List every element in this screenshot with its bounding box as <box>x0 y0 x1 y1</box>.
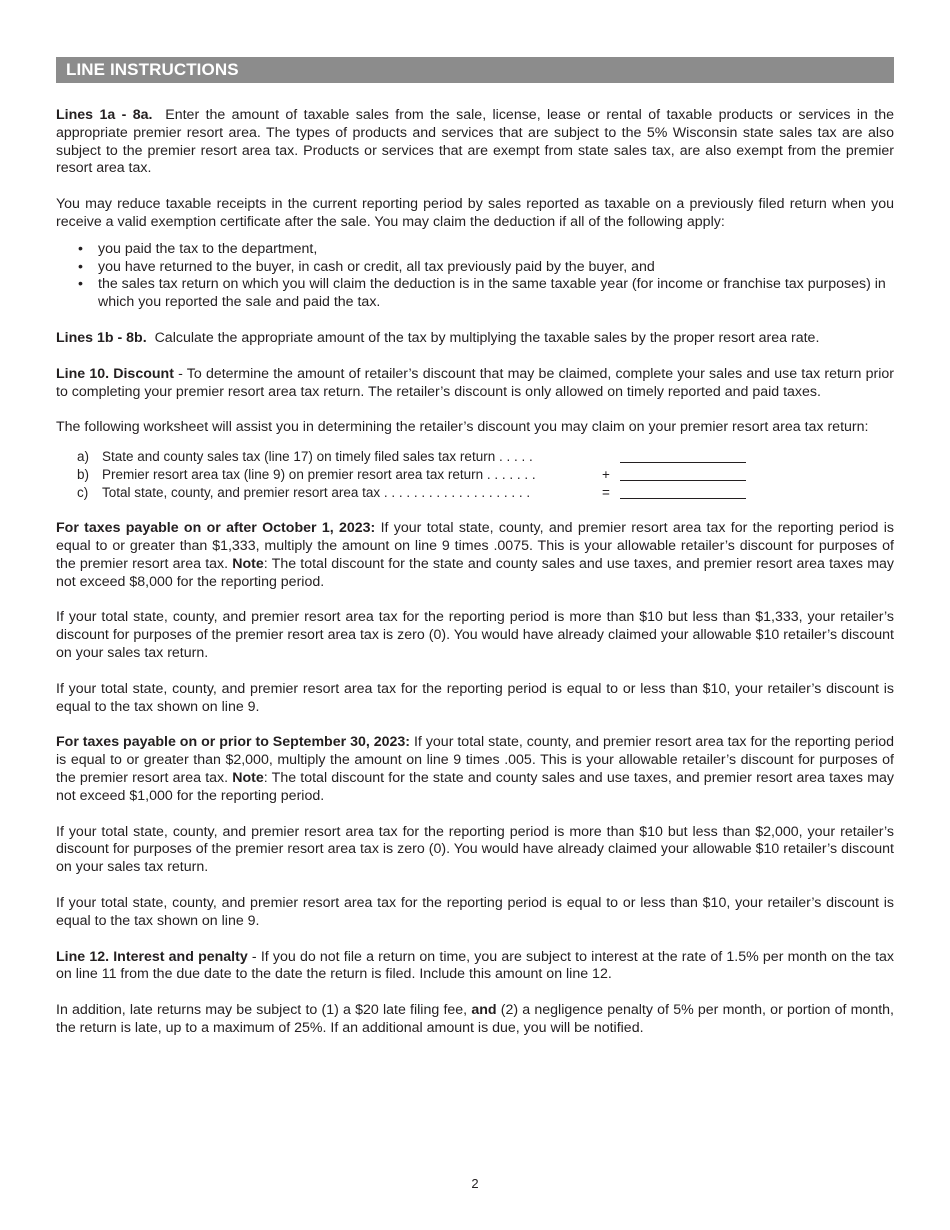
and-emphasis: and <box>471 1002 497 1019</box>
lines-1a-8a-text: Enter the amount of taxable sales from the sale, license, lease or rental of taxable products or services in the appropriate premier resort area. The types of products and services that are subject to the 5% Wisconsin state sales tax are also subject to the premier resort area tax. Products or services that are exempt from state sales tax, are also exempt from the premier resort area tax. <box>56 107 895 177</box>
note-text: : The total discount for the state and county sales and use taxes, and premier resort area taxes may not exceed $1,000 for the reporting period. <box>56 769 894 804</box>
line-10-text: - To determine the amount of retailer’s discount that may be claimed, complete your sales and use tax return prior to completing your premier resort area tax return. The retailer’s discount is only allowed on timely reported and paid taxes. <box>56 365 894 400</box>
worksheet-row-c <box>56 484 894 502</box>
note-label: Note <box>232 769 264 786</box>
after-oct-2023-paragraph <box>56 520 894 591</box>
worksheet-row-operator: = <box>602 485 610 501</box>
before-sep-2023-zero-paragraph: If your total state, county, and premier resort area tax for the reporting period is more than $10 but less than $2,000, your retailer’s discount for purposes of the premier resort area tax is zero (0). You would have already claimed your allowable $10 retailer’s discount on your sales tax return. <box>56 823 894 876</box>
lines-1b-8b-paragraph <box>56 330 894 348</box>
worksheet-entry-line-b[interactable] <box>620 480 746 481</box>
line-10-paragraph <box>56 366 894 402</box>
before-sep-2023-paragraph <box>56 734 894 805</box>
after-oct-2023-small-paragraph: If your total state, county, and premier resort area tax for the reporting period is equal to or less than $10, your retailer’s discount is equal to the tax shown on line 9. <box>56 680 894 715</box>
list-item: • the sales tax return on which you will claim the deduction is in the same taxable year (for income or franchise tax purposes) in which you reported the sale and paid the tax. <box>56 276 894 312</box>
worksheet-entry-line-a[interactable] <box>620 462 746 463</box>
worksheet-row-b <box>56 466 894 484</box>
worksheet-row-label: Premier resort area tax (line 9) on premier resort area tax return . . . . . . . <box>102 467 536 483</box>
lines-1a-8a-heading: Lines 1a - 8a. <box>56 107 153 123</box>
worksheet-intro: The following worksheet will assist you in determining the retailer’s discount you may claim on your premier resort area tax return: <box>56 419 869 436</box>
line-10-heading: Line 10. Discount <box>56 365 174 382</box>
page-content <box>56 57 894 1038</box>
after-oct-2023-zero-paragraph: If your total state, county, and premier resort area tax for the reporting period is more than $10 but less than $1,333, your retailer’s discount for purposes of the premier resort area tax is zero (0). You would have already claimed your allowable $10 retailer’s discount on your sales tax return. <box>56 609 894 661</box>
worksheet-row-letter: a) <box>77 449 90 465</box>
late-returns-text-a: In addition, late returns may be subject to (1) a $20 late filing fee, <box>56 1002 472 1019</box>
worksheet-row-operator: + <box>602 467 610 483</box>
list-item: • you have returned to the buyer, in cash or credit, all tax previously paid by the buyer, and <box>56 259 894 277</box>
worksheet-row-letter: c) <box>77 485 89 501</box>
note-label: Note <box>232 555 264 572</box>
lines-1a-8a-paragraph <box>56 107 894 178</box>
deduction-conditions-list <box>56 241 894 312</box>
worksheet-row-label: State and county sales tax (line 17) on timely filed sales tax return . . . . . <box>102 449 533 465</box>
discount-worksheet <box>56 448 894 502</box>
line-12-text: - If you do not file a return on time, you are subject to interest at the rate of 1.5% per month on the tax on line 11 from the due date to the date the return is filed. Include this amount on line 12. <box>56 948 894 983</box>
before-sep-2023-text: If your total state, county, and premier resort area tax for the reporting period is equal to or greater than $2,000, multiply the amount on line 9 times .005. This is your allowable retailer’s discount for purposes of the premier resort area tax. <box>56 734 895 786</box>
section-header: LINE INSTRUCTIONS <box>56 57 894 83</box>
worksheet-row-a <box>56 448 894 466</box>
list-item: • you paid the tax to the department, <box>56 241 894 259</box>
reduce-receipts-paragraph: You may reduce taxable receipts in the current reporting period by sales reported as taxable on a previously filed return when you receive a valid exemption certificate after the sale. You may claim the deduction if all of the following apply: <box>56 196 894 230</box>
worksheet-entry-line-c[interactable] <box>620 498 746 499</box>
line-12-heading: Line 12. Interest and penalty <box>56 948 248 965</box>
before-sep-2023-small-paragraph: If your total state, county, and premier resort area tax for the reporting period is equal to or less than $10, your retailer’s discount is equal to the tax shown on line 9. <box>56 894 894 929</box>
late-returns-paragraph <box>56 1002 894 1038</box>
note-text: : The total discount for the state and county sales and use taxes, and premier resort area taxes may not exceed $8,000 for the reporting period. <box>56 555 894 590</box>
lines-1b-8b-text: Calculate the appropriate amount of the tax by multiplying the taxable sales by the proper resort area rate. <box>154 329 820 346</box>
page-number: 2 <box>471 1176 479 1191</box>
lines-1b-8b-heading: Lines 1b - 8b. <box>56 329 147 346</box>
after-oct-2023-text: If your total state, county, and premier resort area tax for the reporting period is equal to or greater than $1,333, multiply the amount on line 9 times .0075. This is your allowable retailer’s discount for purposes of the premier resort area tax. <box>56 520 894 572</box>
before-sep-2023-heading: For taxes payable on or prior to September 30, 2023: <box>56 734 411 751</box>
worksheet-row-letter: b) <box>77 467 90 483</box>
after-oct-2023-heading: For taxes payable on or after October 1, 2023: <box>56 520 376 537</box>
late-returns-text-b: (2) a negligence penalty of 5% per month, or portion of month, the return is late, up to a maximum of 25%. If an additional amount is due, you will be notified. <box>56 1002 894 1036</box>
line-12-paragraph <box>56 949 894 985</box>
worksheet-row-label: Total state, county, and premier resort area tax . . . . . . . . . . . . . . . . . . . . <box>102 485 531 501</box>
